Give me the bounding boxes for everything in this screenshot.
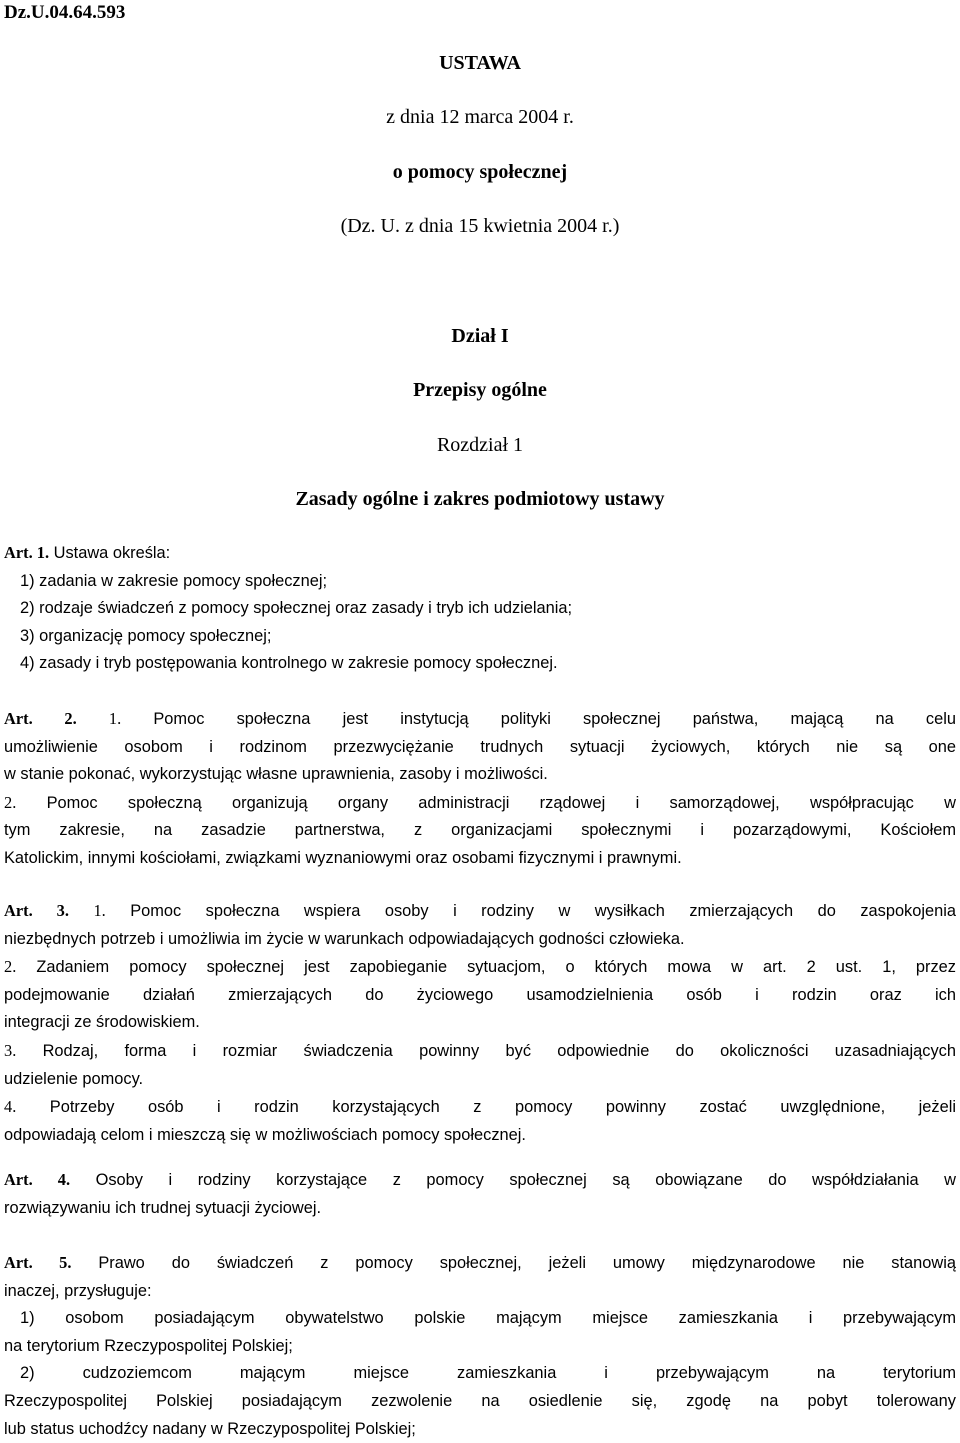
article-1-item: 2) rodzaje świadczeń z pomocy społecznej oraz zasady i tryb ich udzielania; (20, 599, 573, 618)
paragraph-text: Prawo do świadczeń z pomocy społecznej, jeżeli umowy międzynarodowe nie stanowią (98, 1254, 956, 1272)
article-1-label: Art. 1. (4, 543, 50, 562)
paragraph-text: niezbędnych potrzeb i umożliwia im życie w warunkach odpowiadających godności człowieka. (4, 929, 685, 948)
act-type: USTAWA (439, 52, 521, 74)
article-1-item: 3) organizację pomocy społecznej; (20, 626, 272, 645)
article-1 (4, 539, 956, 678)
list-item-text: 1) osobom posiadającym obywatelstwo polskie mającym miejsce zamieszkania i przebywającym (20, 1309, 956, 1328)
article-5-label: Art. 5. (4, 1253, 72, 1272)
paragraph-number: 2. (4, 792, 17, 812)
publication-info: (Dz. U. z dnia 15 kwietnia 2004 r.) (340, 215, 620, 237)
paragraph-text: udzielenie pomocy. (4, 1069, 144, 1088)
paragraph-text: tym zakresie, na zasadzie partnerstwa, z organizacjami społecznymi i pozarządowymi, Kościołem (4, 821, 956, 840)
act-subject: o pomocy społecznej (392, 161, 568, 183)
paragraph-text: Pomoc społeczna jest instytucją polityki społecznej państwa, mającą na celu (153, 710, 956, 728)
list-item-text: 2) cudzoziemcom mającym miejsce zamieszkania i przebywającym na terytorium (20, 1364, 956, 1383)
paragraph-text: podejmowanie działań zmierzających do życiowego usamodzielnienia osób i rodzin oraz ich (4, 985, 956, 1004)
article-3 (4, 897, 956, 1149)
paragraph-text: Zadaniem pomocy społecznej jest zapobieganie sytuacjom, o których mowa w art. 2 ust. 1, przez (36, 958, 956, 977)
article-4-label: Art. 4. (4, 1170, 71, 1189)
article-2-label: Art. 2. (4, 709, 77, 728)
paragraph-text: Pomoc społeczna wspiera osoby i rodziny w wysiłkach zmierzających do zaspokojenia (130, 902, 956, 920)
chapter-heading: Rozdział 1 (436, 434, 524, 456)
paragraph-text: Osoby i rodziny korzystające z pomocy społecznej są obowiązane do współdziałania w (95, 1171, 956, 1189)
paragraph-text: Pomoc społeczną organizują organy administracji rządowej i samorządowej, współpracując w (46, 793, 956, 812)
article-5 (4, 1249, 956, 1443)
paragraph-number: 2. (4, 957, 17, 977)
paragraph-text: Potrzeby osób i rodzin korzystających z pomocy powinny zostać uwzględnione, jeżeli (49, 1098, 956, 1117)
paragraph-text: w stanie pokonać, wykorzystując własne uprawnienia, zasoby i możliwości. (4, 765, 548, 784)
paragraph-text: rozwiązywaniu ich trudnej sytuacji życiowej. (4, 1198, 322, 1217)
act-date: z dnia 12 marca 2004 r. (386, 106, 574, 128)
document-id: Dz.U.04.64.593 (4, 2, 126, 23)
paragraph-number: 1. (108, 709, 122, 728)
paragraph-number: 3. (4, 1040, 17, 1060)
paragraph-number: 4. (4, 1097, 17, 1117)
paragraph-text: odpowiadają celom i mieszczą się w możliwościach pomocy społecznej. (4, 1125, 526, 1144)
list-item-text: na terytorium Rzeczypospolitej Polskiej; (4, 1336, 293, 1355)
article-4 (4, 1166, 956, 1222)
paragraph-text: umożliwienie osobom i rodzinom przezwyciężanie trudnych sytuacji życiowych, których nie są one (4, 737, 956, 756)
paragraph-text: Katolickim, innymi kościołami, związkami wyznaniowymi oraz osobami fizycznymi i prawnymi. (4, 848, 682, 867)
chapter-title: Zasady ogólne i zakres podmiotowy ustawy (295, 488, 665, 510)
article-3-label: Art. 3. (4, 901, 69, 920)
list-item-text: lub status uchodźcy nadany w Rzeczypospolitej Polskiej; (4, 1419, 416, 1438)
article-1-intro: Ustawa określa: (53, 544, 171, 562)
article-1-item: 4) zasady i tryb postępowania kontrolnego w zakresie pomocy społecznej. (20, 654, 558, 673)
paragraph-text: Rodzaj, forma i rozmiar świadczenia powinny być odpowiednie do okoliczności uzasadniających (42, 1041, 956, 1060)
paragraph-text: integracji ze środowiskiem. (4, 1013, 200, 1032)
list-item-text: Rzeczypospolitej Polskiej posiadającym zezwolenie na osiedlenie się, zgodę na pobyt tolerowany (4, 1391, 956, 1410)
division-title: Przepisy ogólne (413, 379, 547, 401)
article-2 (4, 705, 956, 873)
paragraph-number: 1. (93, 901, 106, 920)
article-1-item: 1) zadania w zakresie pomocy społecznej; (20, 571, 328, 590)
paragraph-text: inaczej, przysługuje: (4, 1281, 152, 1300)
division-heading: Dział I (451, 325, 509, 347)
